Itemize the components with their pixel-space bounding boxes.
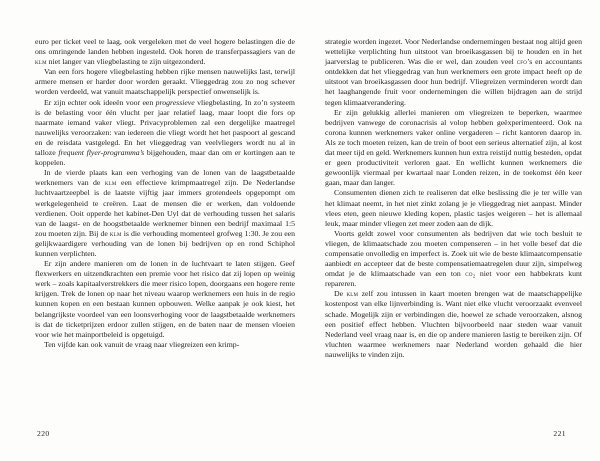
paragraph: Er zijn gelukkig allerlei manieren om vliegreizen te beperken, waarmee bedrijven vanwege de coronacrisis al volop hebben geëxperimenteerd. Ook na corona kunnen werknemers vaker online vergaderen – richt kantoren daarop in. Als ze toch moeten reizen, kan de trein of boot een serieus alternatief zijn, al kost dat meer tijd en geld. Werknemers kunnen hun extra reistijd nuttig besteden, opdat er geen productiviteit verloren gaat. En wellicht kunnen werknemers die gewoonlijk viermaal per kwartaal naar Londen reizen, in de toekomst één keer gaan, maar dan langer.	[325, 107, 582, 188]
paragraph: In de vierde plaats kan een verhoging van de lonen van de laagstbetaalde werknemers van de klm een effectieve krimpmaatregel zijn. De Nederlandse luchtvaartzeepbel is de laatste vijftig jaar immers grotendeels opgepompt om werkgelegenheid te creëren. Laat de mensen die er werken, dan voldoende verdienen. Ooit opperde het kabinet-Den Uyl dat de verhouding tussen het salaris van de laagst- en de hoogstbetaalde werknemer binnen een bedrijf maximaal 1:5 zou moeten zijn. Bij de klm is die verhouding momenteel grofweg 1:30. Je zou een gelijkwaardigere verhouding van de lonen bij bedrijven op en rond Schiphol kunnen verplichten.	[35, 168, 295, 258]
page-number-left: 220	[37, 429, 50, 438]
paragraph: Voorts geldt zowel voor consumenten als bedrijven dat wie toch besluit te vliegen, de klimaatschade zou moeten compenseren – in het volle besef dat die compensatie onvolledig en imperfect is. Zoek uit wie de beste klimaatcompensatie aanbiedt en accepteer dat de beste compensatiemaatregelen duur zijn, simpelweg omdat je de klimaatschade van een ton co₂ niet voor een habbekrats kunt repareren.	[325, 228, 582, 289]
right-page-text	[325, 37, 582, 360]
page-number-right: 221	[553, 429, 566, 438]
paragraph: Er zijn echter ook ideeën voor een progressieve vliegbelasting. In zo’n systeem is de belasting voor één vlucht per jaar relatief laag, maar loopt die fors op naarmate iemand vaker vliegt. Privacyproblemen zal een dergelijke maatregel nauwelijks veroorzaken: van iedereen die vliegt wordt het het paspoort al gescand en de reisdata vastgelegd. En het vlieggedrag van veelvliegers wordt nu al in talloze frequent flyer-programma’s bijgehouden, maar dan om er kortingen aan te koppelen.	[35, 97, 295, 168]
paragraph: euro per ticket veel te laag, ook vergeleken met de veel hogere belastingen die de ons omringende landen hebben ingesteld. Ook horen de transferpassagiers van de klm niet langer van vliegbelasting te zijn uitgezonderd.	[35, 37, 295, 67]
left-page-text	[35, 37, 295, 350]
paragraph: Ten vijfde kan ook vanuit de vraag naar vliegreizen een krimp-	[44, 339, 240, 349]
paragraph: Van een fors hogere vliegbelasting hebben rijke mensen nauwelijks last, terwijl armere mensen er harder door worden geraakt. Vlieggedrag zou zo nog schever worden verdeeld, wat vanuit maatschappelijk perspectief onwenselijk is.	[35, 67, 295, 97]
paragraph: Er zijn andere manieren om de lonen in de luchtvaart te laten stijgen. Geef flexwerkers en uitzendkrachten een premie voor het risico dat zij lopen op weinig werk – zoals kapitaalverstrekkers die meer risico lopen, doorgaans een hogere rente krijgen. Trek de lonen op naar het niveau waarop werknemers een huis in de regio kunnen kopen en een bestaan kunnen opbouwen. Welke aanpak je ook kiest, het belangrijkste voordeel van een loonsverhoging voor de laagstbetaalde werknemers is dat de ticketprijzen erdoor zullen stijgen, en de baten naar de mensen vloeien voor wie het mainportbeleid is opgetuigd.	[35, 259, 295, 339]
paragraph: Consumenten dienen zich te realiseren dat elke beslissing die je ter wille van het klimaat neemt, in het niet zinkt zolang je je vlieggedrag niet aanpast. Minder vlees eten, geen nieuwe kleding kopen, plastic tasjes weigeren – het is allemaal leuk, maar minder vliegen zet meer zoden aan de dijk.	[325, 188, 582, 228]
paragraph: strategie worden ingezet. Voor Nederlandse ondernemingen bestaat nog altijd geen wettelijke verplichting hun uitstoot van broeikasgassen bij te houden en in het jaarverslag te publiceren. Was die er wel, dan zouden veel cfo’s en accountants ontdekken dat het vlieggedrag van hun werknemers een grote impact heeft op de uitstoot van broeikasgassen door hun bedrijf. Vliegreizen verminderen wordt dan het laaghangende fruit voor ondernemingen die willen bijdragen aan de strijd tegen klimaatverandering.	[325, 37, 583, 107]
paragraph: De klm zelf zou intussen in kaart moeten brengen wat de maatschappelijke kostenpost van elke lijnverbinding is. Want niet elke vlucht veroorzaakt evenveel schade. Mogelijk zijn er verbindingen die, hoewel ze schade veroorzaken, alsnog een positief effect hebben. Vluchten bijvoorbeeld naar steden waar vanuit Nederland veel vraag naar is, en die op andere manieren lastig te bereiken zijn. Of vluchten waarmee werknemers naar Nederland worden gehaald die hier nauwelijks te vinden zijn.	[325, 289, 582, 359]
